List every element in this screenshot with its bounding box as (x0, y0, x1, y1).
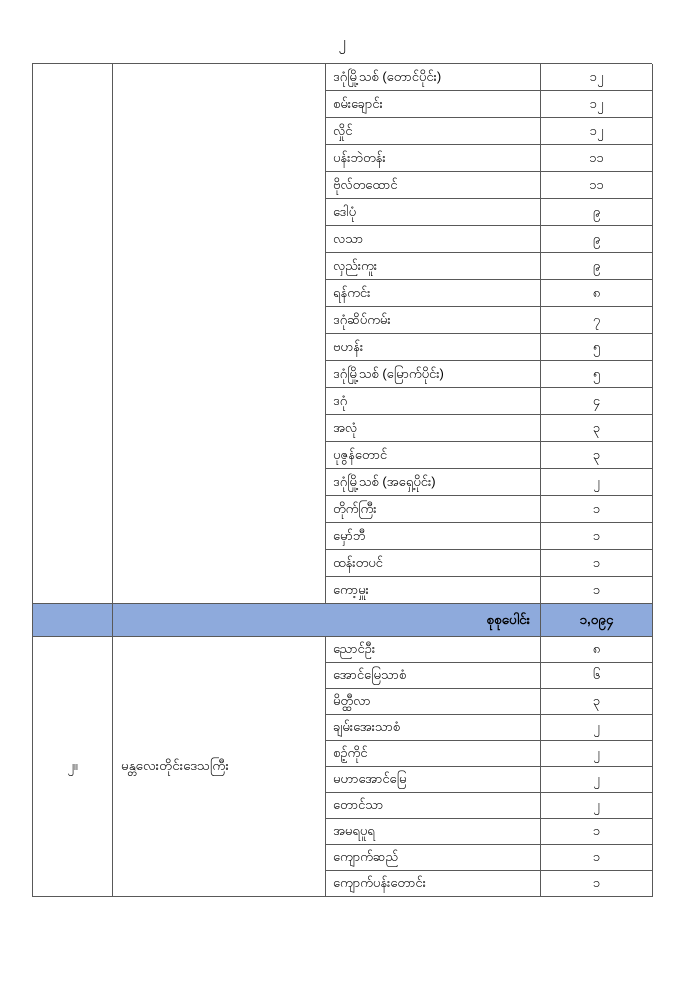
township-cell: မှော်ဘီ (326, 523, 541, 550)
township-cell: ဗဟန်း (326, 334, 541, 361)
count-cell: ၃ (541, 415, 653, 442)
township-cell: ပုဇွန်တောင် (326, 442, 541, 469)
count-cell: ၁၁ (541, 145, 653, 172)
count-cell: ၆ (541, 663, 653, 689)
count-cell: ၂ (541, 715, 653, 741)
township-cell: ချမ်းအေးသာစံ (326, 715, 541, 741)
section1-serial-cell (33, 64, 113, 604)
count-cell: ၈ (541, 637, 653, 663)
township-cell: ဗိုလ်တထောင် (326, 172, 541, 199)
township-cell: စဉ့်ကိုင် (326, 741, 541, 767)
township-cell: လသာ (326, 226, 541, 253)
township-cell: ညောင်ဦး (326, 637, 541, 663)
section2-serial-cell: ၂။ (33, 637, 113, 897)
page-number: ၂ (338, 34, 346, 51)
township-cell: ကော့မှူး (326, 577, 541, 604)
count-cell: ၁၂ (541, 118, 653, 145)
township-cell: ကျောက်ဆည် (326, 845, 541, 871)
township-cell: ပန်းဘဲတန်း (326, 145, 541, 172)
township-cell: တောင်သာ (326, 793, 541, 819)
count-cell: ၂ (541, 469, 653, 496)
count-cell: ၅ (541, 334, 653, 361)
township-cell: ဒေါပုံ (326, 199, 541, 226)
count-cell: ၁၁ (541, 172, 653, 199)
count-cell: ၁ (541, 819, 653, 845)
township-cell: ဒဂုံမြို့သစ် (အရှေ့ပိုင်း) (326, 469, 541, 496)
count-cell: ၁ (541, 845, 653, 871)
count-cell: ၈ (541, 280, 653, 307)
section1-region-cell (113, 64, 326, 604)
count-cell: ၁ (541, 523, 653, 550)
township-cell: ထန်းတပင် (326, 550, 541, 577)
count-cell: ၁ (541, 871, 653, 897)
count-cell: ၃ (541, 689, 653, 715)
count-cell: ၉ (541, 226, 653, 253)
township-cell: အောင်မြေသာစံ (326, 663, 541, 689)
township-cell: ဒဂုံမြို့သစ် (တောင်ပိုင်း) (326, 64, 541, 91)
township-cell: တိုက်ကြီး (326, 496, 541, 523)
township-cell: လှိုင် (326, 118, 541, 145)
township-cell: ဒဂုံ (326, 388, 541, 415)
total-row (33, 604, 652, 637)
township-cell: ဒဂုံဆိပ်ကမ်း (326, 307, 541, 334)
count-cell: ၂ (541, 767, 653, 793)
count-cell: ၉ (541, 199, 653, 226)
section2-region-cell: မန္တလေးတိုင်းဒေသကြီး (113, 637, 326, 897)
count-cell: ၁၂ (541, 64, 653, 91)
count-cell: ၁ (541, 577, 653, 604)
count-cell: ၇ (541, 307, 653, 334)
document-page (0, 30, 679, 897)
count-cell: ၁၂ (541, 91, 653, 118)
township-cell: ရန်ကင်း (326, 280, 541, 307)
township-cell: ကျောက်ပန်းတောင်း (326, 871, 541, 897)
township-cell: အလုံ (326, 415, 541, 442)
township-cell: မဟာအောင်မြေ (326, 767, 541, 793)
total-serial-cell (33, 604, 113, 637)
count-cell: ၁ (541, 496, 653, 523)
count-cell: ၉ (541, 253, 653, 280)
township-table (32, 63, 652, 897)
township-cell: စမ်းချောင်း (326, 91, 541, 118)
township-cell: မိတ္ထီလာ (326, 689, 541, 715)
table-section-2 (33, 637, 652, 897)
count-cell: ၅ (541, 361, 653, 388)
total-label: စုစုပေါင်း (113, 604, 541, 637)
table-section-1 (33, 64, 652, 604)
count-cell: ၁ (541, 550, 653, 577)
count-cell: ၂ (541, 793, 653, 819)
count-cell: ၂ (541, 741, 653, 767)
count-cell: ၃ (541, 442, 653, 469)
township-cell: အမရပူရ (326, 819, 541, 845)
township-cell: လှည်းကူး (326, 253, 541, 280)
total-value: ၁,၀၉၄ (541, 604, 653, 637)
count-cell: ၄ (541, 388, 653, 415)
township-cell: ဒဂုံမြို့သစ် (မြောက်ပိုင်း) (326, 361, 541, 388)
